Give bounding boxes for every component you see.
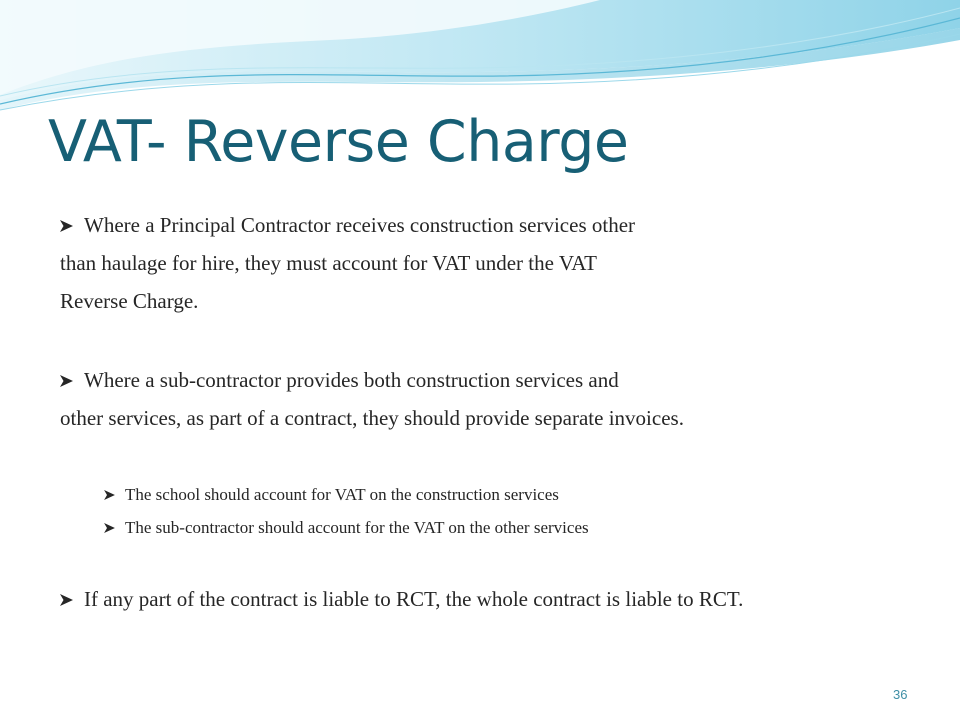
bullet-line: than haulage for hire, they must account for VAT under the VAT <box>60 251 597 275</box>
arrow-bullet-icon <box>60 594 73 606</box>
bullet-line: Reverse Charge. <box>60 289 199 313</box>
sub-bullet-text: The school should account for VAT on the construction services <box>125 485 559 504</box>
bullet-text: Where a Principal Contractor receives construction services other <box>84 213 636 237</box>
slide-title: VAT- Reverse Charge <box>48 109 629 175</box>
arrow-bullet-icon <box>60 375 73 387</box>
bullet-text: Where a sub-contractor provides both construction services and <box>84 368 619 392</box>
page-number: 36 <box>893 687 908 702</box>
sub-bullet-item <box>104 478 589 511</box>
bullet-line <box>60 584 920 614</box>
arrow-bullet-icon <box>104 490 115 500</box>
sub-bullet-list <box>104 478 589 544</box>
sub-bullet-item <box>104 511 589 544</box>
bullet-line <box>60 361 684 399</box>
bullet-line: other services, as part of a contract, they should provide separate invoices. <box>60 406 684 430</box>
bullet-line <box>60 206 635 244</box>
arrow-bullet-icon <box>104 523 115 533</box>
bullet-sub-contractor <box>60 361 684 437</box>
bullet-rct-liability <box>60 584 920 614</box>
bullet-text: If any part of the contract is liable to RCT, the whole contract is liable to RCT. <box>84 587 744 611</box>
sub-bullet-text: The sub-contractor should account for the VAT on the other services <box>125 518 589 537</box>
bullet-principal-contractor <box>60 206 635 320</box>
arrow-bullet-icon <box>60 220 73 232</box>
